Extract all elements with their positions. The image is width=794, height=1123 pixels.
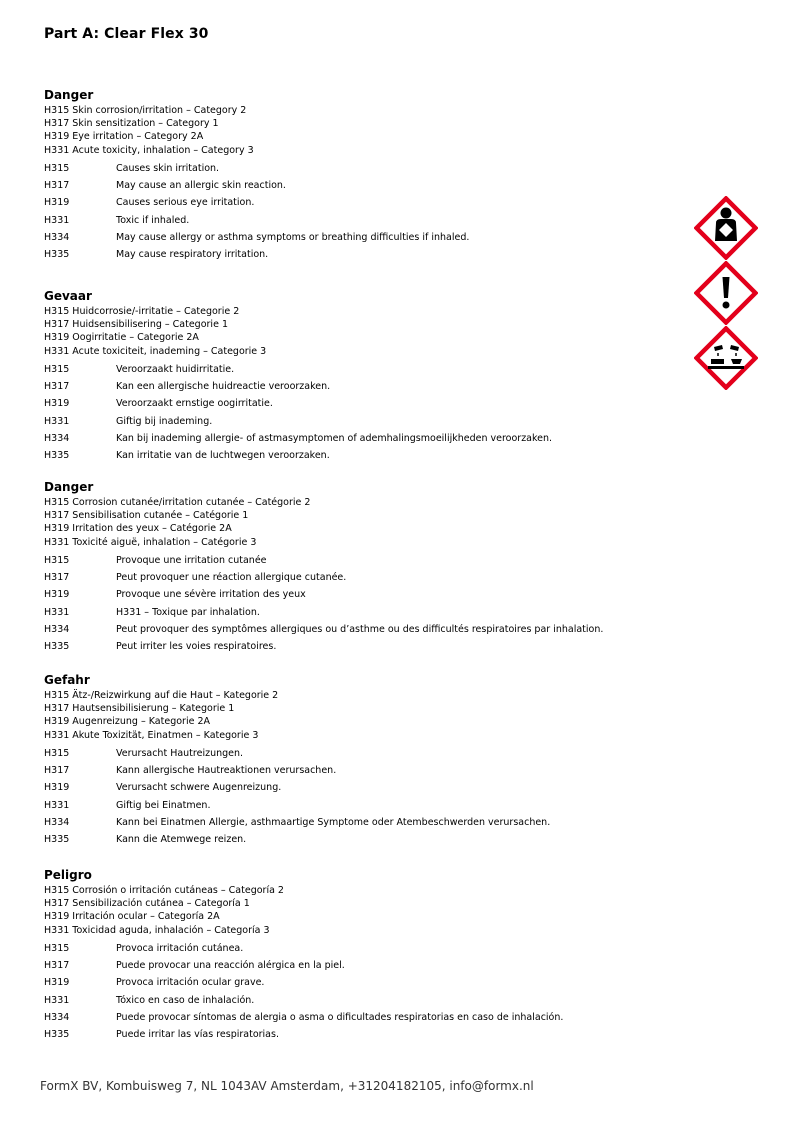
classification-line: H331 Toxicité aiguë, inhalation – Catégorie 3 <box>44 536 257 548</box>
hazard-statement-list <box>44 552 684 656</box>
statement-text: Peut provoquer une réaction allergique cutanée. <box>116 572 347 584</box>
statement-text: Verursacht Hautreizungen. <box>116 747 244 759</box>
statement-code: H331 <box>44 994 70 1006</box>
statement-code: H315 <box>44 554 70 566</box>
statement-code: H315 <box>44 363 70 375</box>
page-title: Part A: Clear Flex 30 <box>44 26 209 42</box>
statement-text: Giftig bei Einatmen. <box>116 799 211 811</box>
hazard-statement <box>44 814 684 831</box>
hazard-statement <box>44 569 684 586</box>
signal-word: Gevaar <box>44 289 92 303</box>
classification-list <box>44 884 684 937</box>
statement-text: Puede irritar las vías respiratorias. <box>116 1029 279 1041</box>
hazard-statement <box>44 621 684 638</box>
statement-text: Provoca irritación cutánea. <box>116 942 244 954</box>
hazard-section-nl <box>44 289 684 465</box>
hazard-statement <box>44 831 684 848</box>
hazard-statement <box>44 177 684 194</box>
classification-line: H317 Hautsensibilisierung – Kategorie 1 <box>44 703 235 715</box>
statement-text: Kann bei Einatmen Allergie, asthmaartige Symptome oder Atembeschwerden verursachen. <box>116 817 551 828</box>
classification-line: H331 Acute toxicity, inhalation – Category 3 <box>44 144 254 156</box>
hazard-section-en <box>44 88 684 264</box>
statement-code: H335 <box>44 834 70 846</box>
classification-line: H319 Augenreizung – Kategorie 2A <box>44 716 210 728</box>
statement-text: Puede provocar síntomas de alergia o asma o dificultades respiratorias en caso de inhalación. <box>116 1012 564 1023</box>
statement-text: Kann allergische Hautreaktionen verursachen. <box>116 765 337 777</box>
classification-list <box>44 104 684 157</box>
hazard-statement <box>44 940 684 957</box>
statement-text: Kann die Atemwege reizen. <box>116 834 247 846</box>
footer-contact: FormX BV, Kombuisweg 7, NL 1043AV Amsterdam, +31204182105, info@formx.nl <box>40 1079 534 1093</box>
statement-code: H334 <box>44 817 70 828</box>
classification-line: H319 Irritation des yeux – Catégorie 2A <box>44 523 232 535</box>
statement-code: H319 <box>44 782 70 794</box>
hazard-statement-list <box>44 940 684 1044</box>
hazard-statement <box>44 212 684 229</box>
statement-text: May cause respiratory irritation. <box>116 249 269 261</box>
classification-line: H317 Skin sensitization – Category 1 <box>44 118 219 130</box>
statement-code: H317 <box>44 381 70 393</box>
ghs-pictograms <box>694 196 760 391</box>
hazard-statement <box>44 194 684 211</box>
hazard-statement <box>44 779 684 796</box>
hazard-statement <box>44 957 684 974</box>
hazard-statement <box>44 745 684 762</box>
statement-text: Veroorzaakt ernstige oogirritatie. <box>116 398 273 410</box>
classification-line: H315 Huidcorrosie/-irritatie – Categorie 2 <box>44 306 240 317</box>
hazard-statement <box>44 361 684 378</box>
classification-line: H319 Irritación ocular – Categoría 2A <box>44 911 220 923</box>
statement-code: H315 <box>44 942 70 954</box>
hazard-statement <box>44 246 684 263</box>
statement-code: H335 <box>44 249 70 261</box>
classification-line: H317 Huidsensibilisering – Categorie 1 <box>44 319 228 331</box>
hazard-section-de <box>44 673 684 849</box>
hazard-section-es <box>44 868 684 1044</box>
hazard-statement-list <box>44 745 684 849</box>
classification-line: H317 Sensibilización cutánea – Categoría 1 <box>44 898 250 910</box>
statement-code: H317 <box>44 765 70 777</box>
hazard-statement <box>44 430 684 447</box>
statement-code: H319 <box>44 398 70 410</box>
statement-code: H317 <box>44 960 70 972</box>
statement-code: H315 <box>44 747 70 759</box>
statement-code: H335 <box>44 1029 70 1041</box>
hazard-statement-list <box>44 160 684 264</box>
hazard-statement <box>44 974 684 991</box>
classification-line: H315 Corrosión o irritación cutáneas – Categoría 2 <box>44 885 284 896</box>
health-hazard-icon <box>694 196 758 260</box>
hazard-statement <box>44 413 684 430</box>
statement-code: H335 <box>44 450 70 462</box>
hazard-statement <box>44 586 684 603</box>
classification-line: H331 Acute toxiciteit, inademing – Categorie 3 <box>44 345 267 357</box>
classification-line: H317 Sensibilisation cutanée – Catégorie 1 <box>44 510 249 522</box>
statement-code: H334 <box>44 1012 70 1023</box>
hazard-statement <box>44 638 684 655</box>
classification-list <box>44 496 684 549</box>
hazard-statement <box>44 1026 684 1043</box>
hazard-statement <box>44 552 684 569</box>
statement-text: Veroorzaakt huidirritatie. <box>116 363 235 375</box>
classification-line: H319 Oogirritatie – Categorie 2A <box>44 332 199 344</box>
hazard-statement <box>44 447 684 464</box>
statement-text: Provoque une sévère irritation des yeux <box>116 589 306 601</box>
signal-word: Gefahr <box>44 673 90 687</box>
statement-text: Causes serious eye irritation. <box>116 197 255 209</box>
hazard-statement <box>44 229 684 246</box>
classification-list <box>44 689 684 742</box>
statement-text: Kan bij inademing allergie- of astmasymptomen of ademhalingsmoeilijkheden veroorzaken. <box>116 433 553 444</box>
statement-code: H315 <box>44 162 70 174</box>
statement-code: H331 <box>44 606 70 618</box>
statement-text: H331 – Toxique par inhalation. <box>116 606 260 618</box>
statement-code: H331 <box>44 799 70 811</box>
classification-line: H319 Eye irritation – Category 2A <box>44 131 204 143</box>
statement-code: H319 <box>44 197 70 209</box>
hazard-statement <box>44 1009 684 1026</box>
classification-line: H331 Akute Toxizität, Einatmen – Kategorie 3 <box>44 729 259 741</box>
statement-code: H317 <box>44 572 70 584</box>
statement-code: H334 <box>44 624 70 635</box>
hazard-statement <box>44 378 684 395</box>
statement-text: Puede provocar una reacción alérgica en la piel. <box>116 960 345 972</box>
statement-text: Peut provoquer des symptômes allergiques ou d’asthme ou des difficultés respiratoires par inhalation. <box>116 624 604 635</box>
statement-text: Tóxico en caso de inhalación. <box>116 994 255 1006</box>
corrosion-icon <box>694 326 758 390</box>
statement-code: H317 <box>44 180 70 192</box>
classification-list <box>44 305 684 358</box>
hazard-statement <box>44 992 684 1009</box>
hazard-statement <box>44 762 684 779</box>
statement-text: Verursacht schwere Augenreizung. <box>116 782 282 794</box>
hazard-statement <box>44 797 684 814</box>
statement-code: H335 <box>44 641 70 653</box>
signal-word: Peligro <box>44 868 92 882</box>
classification-line: H315 Skin corrosion/irritation – Category 2 <box>44 105 247 116</box>
hazard-statement <box>44 395 684 412</box>
statement-code: H331 <box>44 415 70 427</box>
statement-text: Provoque une irritation cutanée <box>116 554 267 566</box>
statement-text: Toxic if inhaled. <box>116 214 190 226</box>
classification-line: H315 Corrosion cutanée/irritation cutanée – Catégorie 2 <box>44 497 311 508</box>
statement-text: May cause allergy or asthma symptoms or breathing difficulties if inhaled. <box>116 232 470 243</box>
classification-line: H315 Ätz-/Reizwirkung auf die Haut – Kategorie 2 <box>44 690 279 701</box>
statement-text: Causes skin irritation. <box>116 162 220 174</box>
statement-code: H334 <box>44 232 70 243</box>
statement-text: May cause an allergic skin reaction. <box>116 180 286 192</box>
statement-code: H331 <box>44 214 70 226</box>
statement-text: Provoca irritación ocular grave. <box>116 977 265 989</box>
hazard-statement <box>44 160 684 177</box>
statement-text: Kan een allergische huidreactie veroorzaken. <box>116 381 331 393</box>
hazard-section-fr <box>44 480 684 656</box>
hazard-statement <box>44 604 684 621</box>
statement-text: Peut irriter les voies respiratoires. <box>116 641 277 653</box>
statement-code: H319 <box>44 589 70 601</box>
statement-text: Giftig bij inademing. <box>116 415 213 427</box>
hazard-statement-list <box>44 361 684 465</box>
statement-code: H319 <box>44 977 70 989</box>
signal-word: Danger <box>44 480 94 494</box>
signal-word: Danger <box>44 88 94 102</box>
exclamation-mark-icon <box>694 261 758 325</box>
statement-code: H334 <box>44 433 70 444</box>
classification-line: H331 Toxicidad aguda, inhalación – Categoría 3 <box>44 924 270 936</box>
statement-text: Kan irritatie van de luchtwegen veroorzaken. <box>116 450 330 462</box>
